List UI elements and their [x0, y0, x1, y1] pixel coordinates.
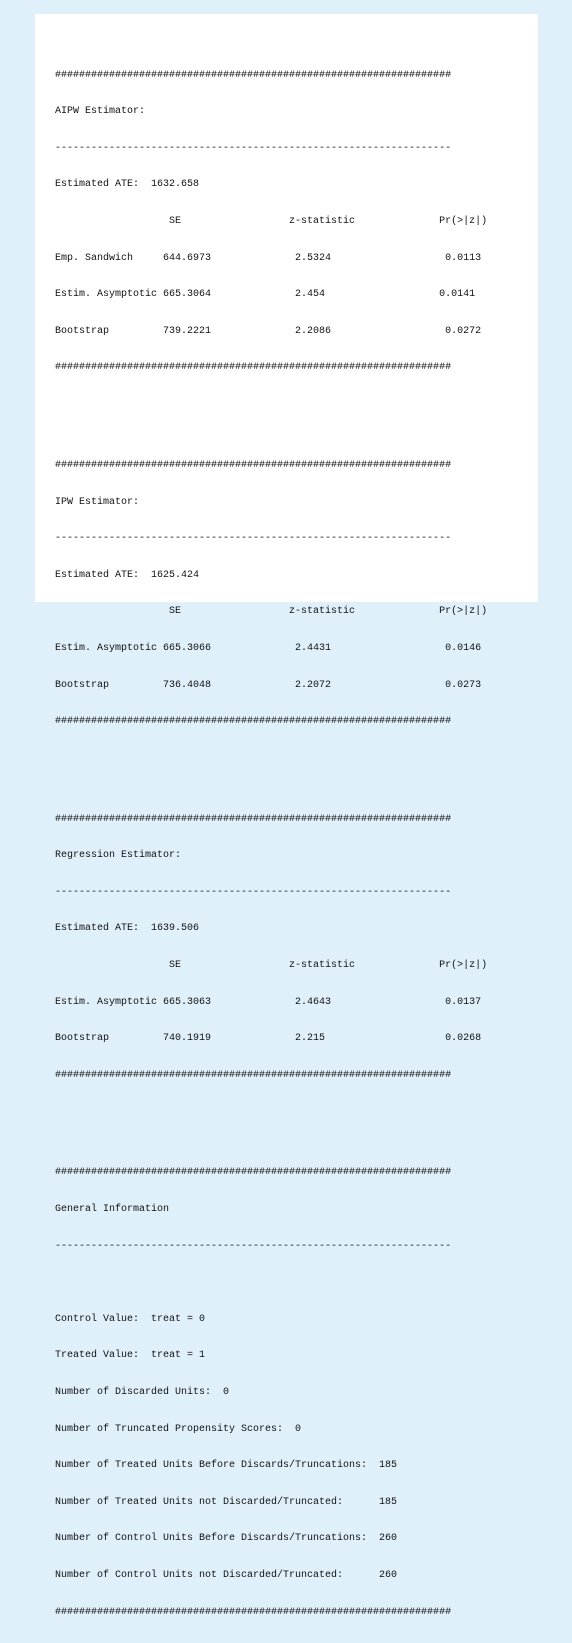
ipw-title: IPW Estimator:: [55, 496, 140, 508]
aipw-title: AIPW Estimator:: [55, 106, 146, 118]
ipw-ate: Estimated ATE: 1625.424: [55, 569, 200, 581]
hash-separator: ##################################################################: [55, 716, 452, 728]
general-treated-before: Number of Treated Units Before Discards/Truncations: 185: [55, 1460, 398, 1472]
hash-separator: ##################################################################: [55, 69, 452, 81]
aipw-row-asymptotic: Estim. Asymptotic 665.3064 2.454 0.0141: [55, 289, 476, 301]
aipw-row-bootstrap: Bootstrap 739.2221 2.2086 0.0272: [55, 325, 482, 337]
hash-separator: ##################################################################: [55, 1069, 452, 1081]
hash-separator: ##################################################################: [55, 362, 452, 374]
hash-separator: ##################################################################: [55, 813, 452, 825]
hash-separator: ##################################################################: [55, 459, 452, 471]
output-panel: [35, 14, 538, 1618]
blank-line: [55, 1106, 487, 1118]
dash-separator: ------------------------------------------------------------------: [55, 1240, 452, 1252]
general-control-before: Number of Control Units Before Discards/Truncations: 260: [55, 1533, 398, 1545]
blank-line: [55, 1277, 487, 1289]
reg-ate: Estimated ATE: 1639.506: [55, 923, 200, 935]
hash-separator: ##################################################################: [55, 1167, 452, 1179]
console-output: [55, 33, 487, 1643]
reg-title: Regression Estimator:: [55, 850, 182, 862]
dash-separator: ------------------------------------------------------------------: [55, 533, 452, 545]
reg-row-asymptotic: Estim. Asymptotic 665.3063 2.4643 0.0137: [55, 996, 482, 1008]
ipw-row-asymptotic: Estim. Asymptotic 665.3066 2.4431 0.0146: [55, 642, 482, 654]
blank-line: [55, 753, 487, 765]
reg-table-header: SE z-statistic Pr(>|z|): [55, 960, 488, 972]
blank-line: [55, 399, 487, 411]
general-truncated-scores: Number of Truncated Propensity Scores: 0: [55, 1423, 302, 1435]
general-title: General Information: [55, 1204, 170, 1216]
general-treated-value: Treated Value: treat = 1: [55, 1350, 206, 1362]
dash-separator: ------------------------------------------------------------------: [55, 142, 452, 154]
ipw-table-header: SE z-statistic Pr(>|z|): [55, 606, 488, 618]
aipw-ate: Estimated ATE: 1632.658: [55, 179, 200, 191]
aipw-table-header: SE z-statistic Pr(>|z|): [55, 215, 488, 227]
general-control-kept: Number of Control Units not Discarded/Truncated: 260: [55, 1569, 398, 1581]
reg-row-bootstrap: Bootstrap 740.1919 2.215 0.0268: [55, 1033, 482, 1045]
general-discarded-units: Number of Discarded Units: 0: [55, 1387, 230, 1399]
general-control-value: Control Value: treat = 0: [55, 1313, 206, 1325]
general-treated-kept: Number of Treated Units not Discarded/Truncated: 185: [55, 1496, 398, 1508]
dash-separator: ------------------------------------------------------------------: [55, 886, 452, 898]
aipw-row-sandwich: Emp. Sandwich 644.6973 2.5324 0.0113: [55, 252, 482, 264]
hash-separator: ##################################################################: [55, 1606, 452, 1618]
ipw-row-bootstrap: Bootstrap 736.4048 2.2072 0.0273: [55, 679, 482, 691]
